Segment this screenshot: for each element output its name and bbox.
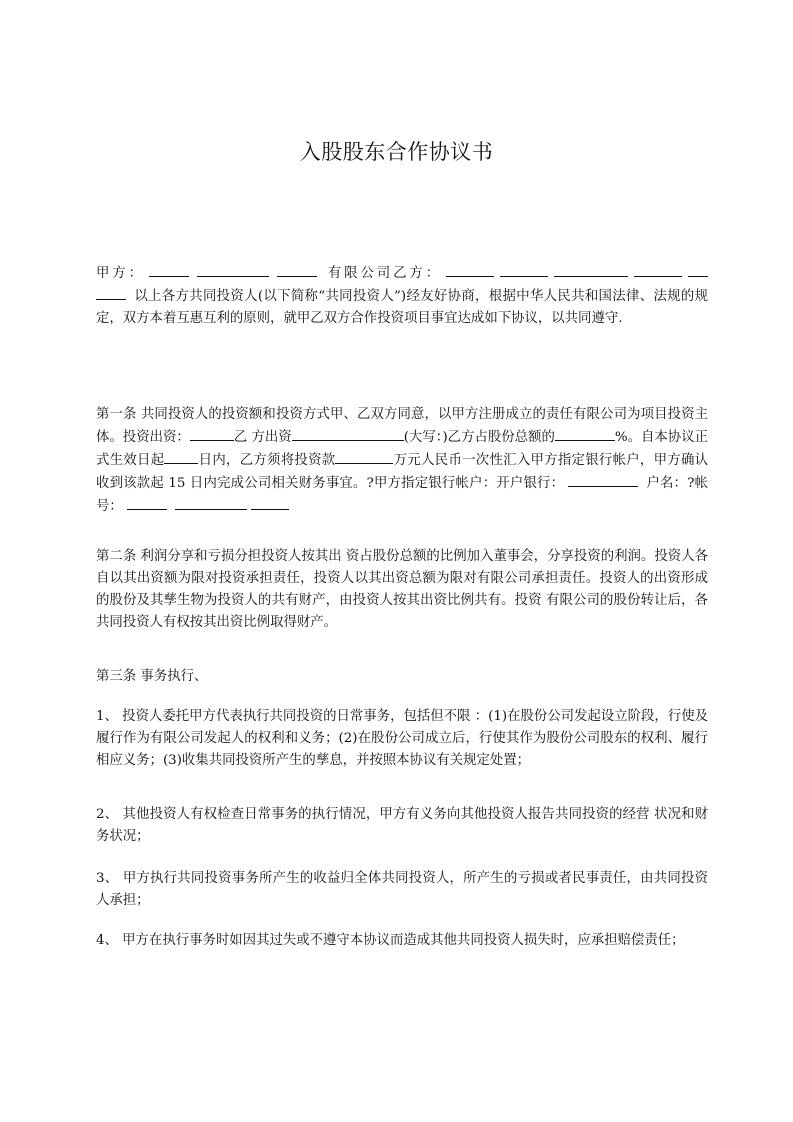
list-item: 2、 其他投资人有权检查日常事务的执行情况，甲方有义务向其他投资人报告共同投资的经营 状况和财务状况； bbox=[96, 807, 708, 844]
list-item: 4、 甲方在执行事务时如因其过失或不遵守本协议而造成其他共同投资人损失时，应承担赔偿责任； bbox=[96, 933, 685, 948]
blank-line[interactable] bbox=[190, 426, 234, 441]
blank-line[interactable] bbox=[251, 495, 289, 510]
blank-line[interactable] bbox=[175, 495, 247, 510]
article-2: 第二条 利润分享和亏损分担投资人按其出 资占股份总额的比例加入董事会，分享投资的利润。投资人各自以其出资额为限对投资承担责任，投资人以其出资总额为限对有限公司承担责任。投资人的出资形成的股份及其孳生物为投资人的共有财产，由投资人按其出资比例共有。投资 有限公司的股份转让后，各共同投资人有权按其出资比例取得财产。 bbox=[96, 549, 708, 630]
blank-line[interactable] bbox=[555, 426, 615, 441]
party-a-label: 甲方： bbox=[96, 266, 145, 281]
list-item: 3、 甲方执行共同投资事务所产生的收益归全体共同投资人，所产生的亏损或者民事责任，由共同投资人承担； bbox=[96, 871, 708, 908]
intro-text: 以上各方共同投资人(以下简称“共同投资人”)经友好协商，根据中华人民共和国法律、法规的规定，双方本着互惠互利的原则，就甲乙双方合作投资项目事宜达成如下协议，以共同遵守. bbox=[96, 289, 708, 326]
blank-line[interactable] bbox=[568, 472, 638, 487]
blank-line[interactable] bbox=[292, 426, 404, 441]
article-1 bbox=[96, 404, 708, 518]
article-3-heading: 第三条 事务执行、 bbox=[96, 669, 208, 684]
blank-line[interactable] bbox=[554, 262, 628, 277]
blank-line[interactable] bbox=[335, 449, 393, 464]
article-1-text: %。自本协议正式生效日起 bbox=[96, 430, 709, 468]
intro-paragraph bbox=[96, 262, 708, 330]
blank-line[interactable] bbox=[446, 262, 494, 277]
blank-line[interactable] bbox=[96, 285, 126, 300]
blank-line[interactable] bbox=[197, 262, 269, 277]
article-1-text: 日内，乙方须将投资款 bbox=[198, 453, 336, 468]
article-1-text: 第一条 共同投资人的投资额和投资方式甲、乙双方同意，以甲方注册成立的责任有限公司为项目投资主体。投资出资： bbox=[96, 407, 708, 445]
blank-line[interactable] bbox=[277, 262, 317, 277]
article-1-text: (大写：)乙方占股份总额的 bbox=[403, 430, 555, 445]
blank-line[interactable] bbox=[634, 262, 682, 277]
blank-line[interactable] bbox=[164, 449, 198, 464]
article-1-text: 户名：?帐号： bbox=[96, 476, 708, 514]
company-b-label: 有限公司乙方： bbox=[324, 266, 443, 281]
blank-line[interactable] bbox=[688, 262, 708, 277]
blank-line[interactable] bbox=[127, 495, 167, 510]
article-1-text: 万元人民币一次性汇入甲方指定银行帐户，甲方确认收到该款起 15 日内完成公司相关财务事宜。?甲方指定银行帐户：开户银行： bbox=[96, 453, 709, 491]
list-item: 1、 投资人委托甲方代表执行共同投资的日常事务，包括但不限 ：(1)在股份公司发起设立阶段，行使及履行作为有限公司发起人的权利和义务；(2)在股份公司成立后，行使其作为股份公司股东的权利、履行相应义务；(3)收集共同投资所产生的孳息，并按照本协议有关规定处置； bbox=[96, 709, 708, 768]
article-1-text: 乙 方出资 bbox=[233, 430, 292, 445]
blank-line[interactable] bbox=[500, 262, 548, 277]
blank-line[interactable] bbox=[149, 262, 189, 277]
page-title: 入股股东合作协议书 bbox=[299, 140, 494, 164]
